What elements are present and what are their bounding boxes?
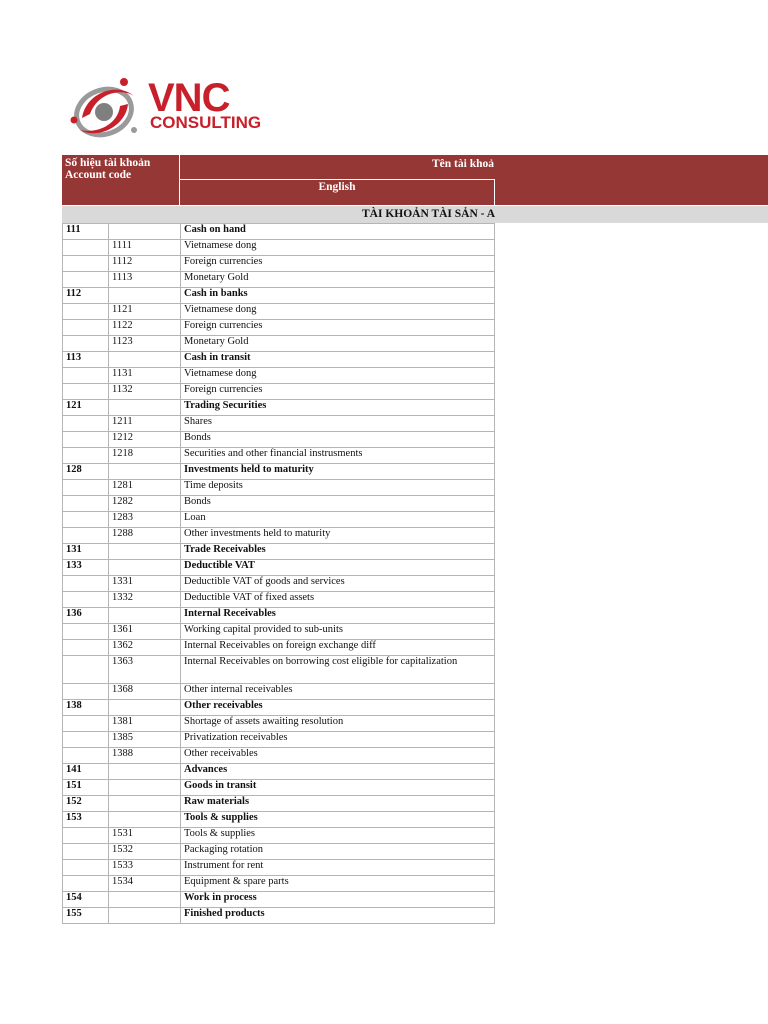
account-level1-cell xyxy=(63,828,109,844)
account-level2-cell: 1368 xyxy=(109,684,181,700)
account-level2-cell xyxy=(109,400,181,416)
account-level1-cell xyxy=(63,480,109,496)
account-name-cell: Cash in banks xyxy=(181,288,495,304)
account-level1-cell xyxy=(63,592,109,608)
account-level1-cell: 112 xyxy=(63,288,109,304)
account-level2-cell: 1534 xyxy=(109,876,181,892)
table-row xyxy=(63,304,495,320)
table-row xyxy=(63,844,495,860)
table-row xyxy=(63,892,495,908)
account-level1-cell: 153 xyxy=(63,812,109,828)
account-level1-cell: 151 xyxy=(63,780,109,796)
account-name-cell: Deductible VAT of fixed assets xyxy=(181,592,495,608)
table-row xyxy=(63,512,495,528)
account-name-cell: Vietnamese dong xyxy=(181,304,495,320)
table-row xyxy=(63,368,495,384)
account-level2-cell: 1211 xyxy=(109,416,181,432)
account-name-cell: Finished products xyxy=(181,908,495,924)
account-level1-cell xyxy=(63,384,109,400)
vnc-consulting-logo xyxy=(68,74,278,146)
account-name-cell: Foreign currencies xyxy=(181,384,495,400)
account-name-vi: Tên tài khoả xyxy=(432,158,494,170)
account-level1-cell: 113 xyxy=(63,352,109,368)
account-level1-cell xyxy=(63,416,109,432)
header-divider-vertical xyxy=(494,179,495,205)
account-level2-cell: 1388 xyxy=(109,748,181,764)
account-name-cell: Instrument for rent xyxy=(181,860,495,876)
logo-swirl-icon xyxy=(68,74,148,146)
account-level2-cell xyxy=(109,812,181,828)
account-name-cell: Cash on hand xyxy=(181,224,495,240)
account-name-cell: Internal Receivables on borrowing cost eligible for capitalization xyxy=(181,656,495,684)
account-name-cell: Shortage of assets awaiting resolution xyxy=(181,716,495,732)
table-row xyxy=(63,812,495,828)
account-name-cell: Monetary Gold xyxy=(181,272,495,288)
account-level1-cell xyxy=(63,640,109,656)
account-level1-cell xyxy=(63,368,109,384)
account-level1-cell: 136 xyxy=(63,608,109,624)
account-level2-cell: 1281 xyxy=(109,480,181,496)
table-row xyxy=(63,640,495,656)
account-name-cell: Equipment & spare parts xyxy=(181,876,495,892)
account-level1-cell: 111 xyxy=(63,224,109,240)
account-level1-cell xyxy=(63,716,109,732)
account-name-cell: Investments held to maturity xyxy=(181,464,495,480)
table-row xyxy=(63,384,495,400)
account-level1-cell: 128 xyxy=(63,464,109,480)
table-row xyxy=(63,272,495,288)
account-level1-cell xyxy=(63,336,109,352)
account-name-cell: Shares xyxy=(181,416,495,432)
account-name-cell: Vietnamese dong xyxy=(181,368,495,384)
account-name-cell: Work in process xyxy=(181,892,495,908)
account-name-cell: Trade Receivables xyxy=(181,544,495,560)
account-level2-cell xyxy=(109,700,181,716)
account-level1-cell xyxy=(63,304,109,320)
account-name-cell: Raw materials xyxy=(181,796,495,812)
table-row xyxy=(63,828,495,844)
account-level1-cell xyxy=(63,844,109,860)
account-name-cell: Packaging rotation xyxy=(181,844,495,860)
accounts-table xyxy=(62,223,495,924)
table-row xyxy=(63,464,495,480)
account-name-header xyxy=(180,155,768,205)
account-name-cell: Cash in transit xyxy=(181,352,495,368)
account-level2-cell xyxy=(109,796,181,812)
account-level2-cell: 1385 xyxy=(109,732,181,748)
account-name-cell: Trading Securities xyxy=(181,400,495,416)
account-name-cell: Other internal receivables xyxy=(181,684,495,700)
table-row xyxy=(63,240,495,256)
account-name-cell: Foreign currencies xyxy=(181,320,495,336)
table-row xyxy=(63,796,495,812)
account-level2-cell xyxy=(109,780,181,796)
table-row xyxy=(63,908,495,924)
account-level1-cell: 138 xyxy=(63,700,109,716)
account-level2-cell xyxy=(109,464,181,480)
account-level2-cell: 1123 xyxy=(109,336,181,352)
account-level2-cell xyxy=(109,288,181,304)
account-level2-cell: 1122 xyxy=(109,320,181,336)
account-level1-cell xyxy=(63,576,109,592)
account-level1-cell xyxy=(63,256,109,272)
table-row xyxy=(63,684,495,700)
account-level2-cell: 1532 xyxy=(109,844,181,860)
logo-subword: CONSULTING xyxy=(150,113,262,132)
account-level2-cell: 1332 xyxy=(109,592,181,608)
account-level1-cell xyxy=(63,512,109,528)
english-column-header: English xyxy=(318,181,356,193)
account-level1-cell: 155 xyxy=(63,908,109,924)
table-row xyxy=(63,336,495,352)
account-level1-cell xyxy=(63,748,109,764)
table-row xyxy=(63,224,495,240)
account-name-cell: Tools & supplies xyxy=(181,812,495,828)
table-row xyxy=(63,416,495,432)
account-level1-cell: 133 xyxy=(63,560,109,576)
table-row xyxy=(63,496,495,512)
table-row xyxy=(63,448,495,464)
account-level2-cell: 1212 xyxy=(109,432,181,448)
table-row xyxy=(63,700,495,716)
table-row xyxy=(63,764,495,780)
account-name-cell: Vietnamese dong xyxy=(181,240,495,256)
section-row xyxy=(62,206,768,223)
account-name-cell: Monetary Gold xyxy=(181,336,495,352)
account-level1-cell: 152 xyxy=(63,796,109,812)
account-name-cell: Bonds xyxy=(181,496,495,512)
account-level1-cell xyxy=(63,272,109,288)
account-name-cell: Deductible VAT of goods and services xyxy=(181,576,495,592)
table-row xyxy=(63,624,495,640)
table-row xyxy=(63,432,495,448)
account-name-cell: Advances xyxy=(181,764,495,780)
account-level2-cell: 1282 xyxy=(109,496,181,512)
account-level2-cell: 1112 xyxy=(109,256,181,272)
account-level1-cell xyxy=(63,656,109,684)
account-level1-cell xyxy=(63,496,109,512)
account-level1-cell xyxy=(63,240,109,256)
account-level2-cell: 1363 xyxy=(109,656,181,684)
account-name-cell: Other receivables xyxy=(181,700,495,716)
account-level1-cell xyxy=(63,876,109,892)
account-name-cell: Working capital provided to sub-units xyxy=(181,624,495,640)
table-row xyxy=(63,592,495,608)
table-row xyxy=(63,780,495,796)
table-row xyxy=(63,748,495,764)
table-row xyxy=(63,656,495,684)
account-level1-cell xyxy=(63,860,109,876)
account-level1-cell xyxy=(63,684,109,700)
account-level2-cell: 1111 xyxy=(109,240,181,256)
account-level2-cell xyxy=(109,608,181,624)
account-level2-cell: 1331 xyxy=(109,576,181,592)
account-level1-cell xyxy=(63,732,109,748)
account-name-cell: Loan xyxy=(181,512,495,528)
account-level2-cell: 1131 xyxy=(109,368,181,384)
account-name-cell: Internal Receivables on foreign exchange diff xyxy=(181,640,495,656)
table-row xyxy=(63,480,495,496)
table-row xyxy=(63,716,495,732)
logo-word: VNC xyxy=(148,76,230,120)
table-row xyxy=(63,576,495,592)
account-name-cell: Internal Receivables xyxy=(181,608,495,624)
account-level1-cell xyxy=(63,320,109,336)
account-level1-cell: 121 xyxy=(63,400,109,416)
account-level2-cell: 1218 xyxy=(109,448,181,464)
account-level2-cell xyxy=(109,352,181,368)
account-level2-cell: 1362 xyxy=(109,640,181,656)
account-code-header xyxy=(62,155,179,205)
section-title: TÀI KHOẢN TÀI SẢN - A xyxy=(362,208,496,220)
account-name-cell: Deductible VAT xyxy=(181,560,495,576)
account-level2-cell xyxy=(109,908,181,924)
account-code-vi: Số hiệu tài khoản xyxy=(65,157,151,169)
account-name-cell: Securities and other financial instrusments xyxy=(181,448,495,464)
account-level2-cell: 1361 xyxy=(109,624,181,640)
table-row xyxy=(63,528,495,544)
account-level1-cell xyxy=(63,624,109,640)
account-name-cell: Tools & supplies xyxy=(181,828,495,844)
table-row xyxy=(63,544,495,560)
table-row xyxy=(63,560,495,576)
account-name-cell: Privatization receivables xyxy=(181,732,495,748)
account-name-cell: Other investments held to maturity xyxy=(181,528,495,544)
account-level1-cell: 131 xyxy=(63,544,109,560)
account-name-cell: Bonds xyxy=(181,432,495,448)
table-row xyxy=(63,608,495,624)
account-level2-cell: 1381 xyxy=(109,716,181,732)
account-level1-cell xyxy=(63,528,109,544)
account-name-cell: Other receivables xyxy=(181,748,495,764)
table-row xyxy=(63,288,495,304)
account-level1-cell: 141 xyxy=(63,764,109,780)
account-level2-cell xyxy=(109,892,181,908)
table-row xyxy=(63,320,495,336)
account-level2-cell: 1288 xyxy=(109,528,181,544)
account-level2-cell xyxy=(109,224,181,240)
account-code-en: Account code xyxy=(65,169,132,181)
account-level2-cell: 1121 xyxy=(109,304,181,320)
account-level2-cell: 1531 xyxy=(109,828,181,844)
account-level2-cell: 1533 xyxy=(109,860,181,876)
account-level2-cell: 1132 xyxy=(109,384,181,400)
account-level2-cell xyxy=(109,544,181,560)
account-level1-cell xyxy=(63,448,109,464)
account-name-cell: Goods in transit xyxy=(181,780,495,796)
table-row xyxy=(63,732,495,748)
account-name-cell: Foreign currencies xyxy=(181,256,495,272)
account-level2-cell: 1283 xyxy=(109,512,181,528)
table-row xyxy=(63,876,495,892)
account-level2-cell: 1113 xyxy=(109,272,181,288)
table-row xyxy=(63,860,495,876)
table-row xyxy=(63,352,495,368)
table-row xyxy=(63,400,495,416)
account-level2-cell xyxy=(109,764,181,780)
account-name-cell: Time deposits xyxy=(181,480,495,496)
account-level2-cell xyxy=(109,560,181,576)
account-level1-cell: 154 xyxy=(63,892,109,908)
table-row xyxy=(63,256,495,272)
account-level1-cell xyxy=(63,432,109,448)
